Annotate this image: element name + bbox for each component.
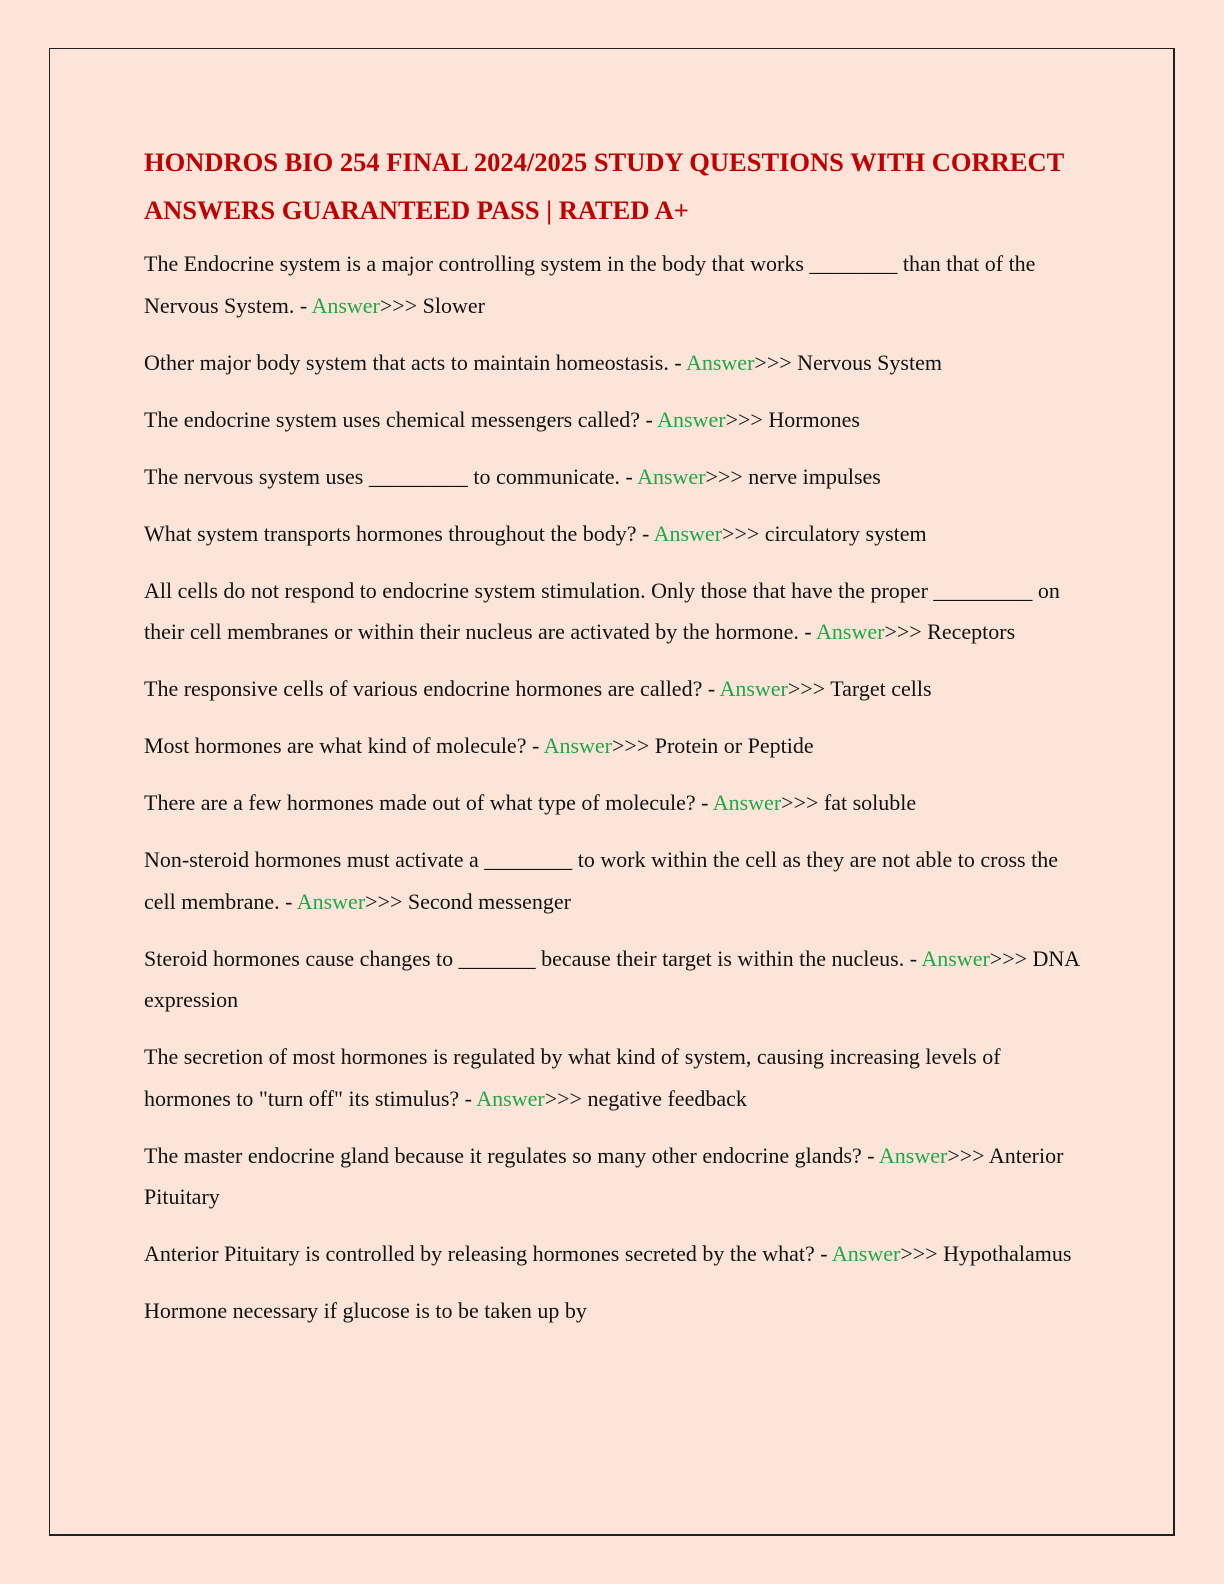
qa-item: [144, 668, 1084, 710]
answer-label: Answer: [831, 1241, 901, 1266]
answer-text: Hypothalamus: [943, 1241, 1072, 1266]
answer-arrow: >>>: [705, 463, 749, 489]
question-text: Most hormones are what kind of molecule? -: [144, 733, 544, 758]
answer-text: Target cells: [830, 676, 932, 701]
answer-text: circulatory system: [764, 520, 927, 546]
qa-item: [144, 456, 1084, 498]
question-text: There are a few hormones made out of what type of molecule? -: [144, 790, 713, 815]
answer-label: Answer: [712, 790, 782, 815]
question-text: What system transports hormones throughout the body? -: [144, 520, 654, 546]
answer-text: Nervous System: [797, 349, 942, 375]
answer-arrow: >>>: [365, 888, 408, 914]
qa-list: [144, 243, 1084, 1332]
answer-text: fat soluble: [823, 790, 917, 815]
answer-arrow: >>>: [612, 733, 655, 758]
answer-label: Answer: [657, 406, 726, 432]
answer-arrow: >>>: [722, 520, 765, 546]
answer-label: Answer: [685, 349, 755, 375]
answer-label: Answer: [816, 619, 885, 644]
document-title: HONDROS BIO 254 FINAL 2024/2025 STUDY QUESTIONS WITH CORRECT ANSWERS GUARANTEED PASS | RATED A+: [144, 147, 1064, 225]
qa-item: [144, 399, 1084, 441]
question-text: Anterior Pituitary is controlled by releasing hormones secreted by the what? -: [144, 1241, 832, 1266]
qa-item: [144, 1036, 1084, 1119]
qa-item: [144, 1233, 1084, 1275]
answer-text: negative feedback: [587, 1085, 747, 1111]
answer-text: Protein or Peptide: [654, 733, 814, 758]
answer-text: nerve impulses: [748, 463, 881, 489]
question-text: Other major body system that acts to maintain homeostasis. -: [144, 349, 686, 375]
answer-label: Answer: [296, 888, 366, 914]
answer-text: Anterior Pituitary: [144, 1142, 1064, 1209]
question-text: The nervous system uses _________ to communicate. -: [144, 463, 638, 489]
qa-item: [144, 1135, 1084, 1218]
answer-arrow: >>>: [379, 292, 423, 318]
answer-arrow: >>>: [725, 406, 769, 432]
answer-arrow: >>>: [989, 945, 1033, 971]
question-text: Steroid hormones cause changes to _______ because their target is within the nucleus. -: [144, 945, 922, 971]
qa-item: [144, 839, 1084, 922]
qa-item: [144, 725, 1084, 767]
answer-label: Answer: [878, 1142, 948, 1168]
answer-label: Answer: [637, 463, 706, 489]
question-text: The secretion of most hormones is regulated by what kind of system, causing increasing levels of hormones to "turn off" its stimulus? -: [144, 1044, 1001, 1111]
answer-label: Answer: [476, 1085, 545, 1111]
answer-text: Receptors: [927, 619, 1016, 644]
answer-label: Answer: [311, 292, 380, 318]
answer-arrow: >>>: [787, 676, 831, 701]
answer-text: Slower: [422, 292, 485, 318]
answer-arrow: >>>: [781, 790, 824, 815]
answer-text: Second messenger: [407, 888, 572, 914]
document-body: [144, 138, 1084, 1347]
answer-label: Answer: [921, 945, 990, 971]
answer-arrow: >>>: [754, 349, 798, 375]
question-text: Non-steroid hormones must activate a ________ to work within the cell as they are not able to cross the cell membrane. -: [144, 847, 1058, 914]
question-text: Hormone necessary if glucose is to be taken up by: [144, 1298, 587, 1323]
question-text: The Endocrine system is a major controlling system in the body that works ________ than that of the Nervous System. -: [144, 251, 1036, 318]
answer-text: DNA expression: [144, 945, 1079, 1012]
answer-label: Answer: [543, 733, 613, 758]
question-text: The endocrine system uses chemical messengers called? -: [144, 406, 658, 432]
answer-arrow: >>>: [900, 1241, 944, 1266]
answer-arrow: >>>: [884, 619, 928, 644]
answer-label: Answer: [719, 676, 788, 701]
trailing-question: [144, 1290, 1084, 1332]
qa-item: [144, 513, 1084, 555]
question-text: The master endocrine gland because it regulates so many other endocrine glands? -: [144, 1142, 879, 1168]
question-text: The responsive cells of various endocrine hormones are called? -: [144, 676, 720, 701]
qa-item: [144, 243, 1084, 326]
qa-item: [144, 570, 1084, 653]
answer-arrow: >>>: [544, 1085, 588, 1111]
qa-item: [144, 782, 1084, 824]
question-text: All cells do not respond to endocrine system stimulation. Only those that have the proper _________ on their cell membranes or within their nucleus are activated by the hormone. -: [144, 577, 1060, 644]
answer-text: Hormones: [768, 406, 860, 432]
qa-item: [144, 938, 1084, 1021]
qa-item: [144, 342, 1084, 384]
answer-label: Answer: [653, 520, 723, 546]
answer-arrow: >>>: [947, 1142, 989, 1168]
